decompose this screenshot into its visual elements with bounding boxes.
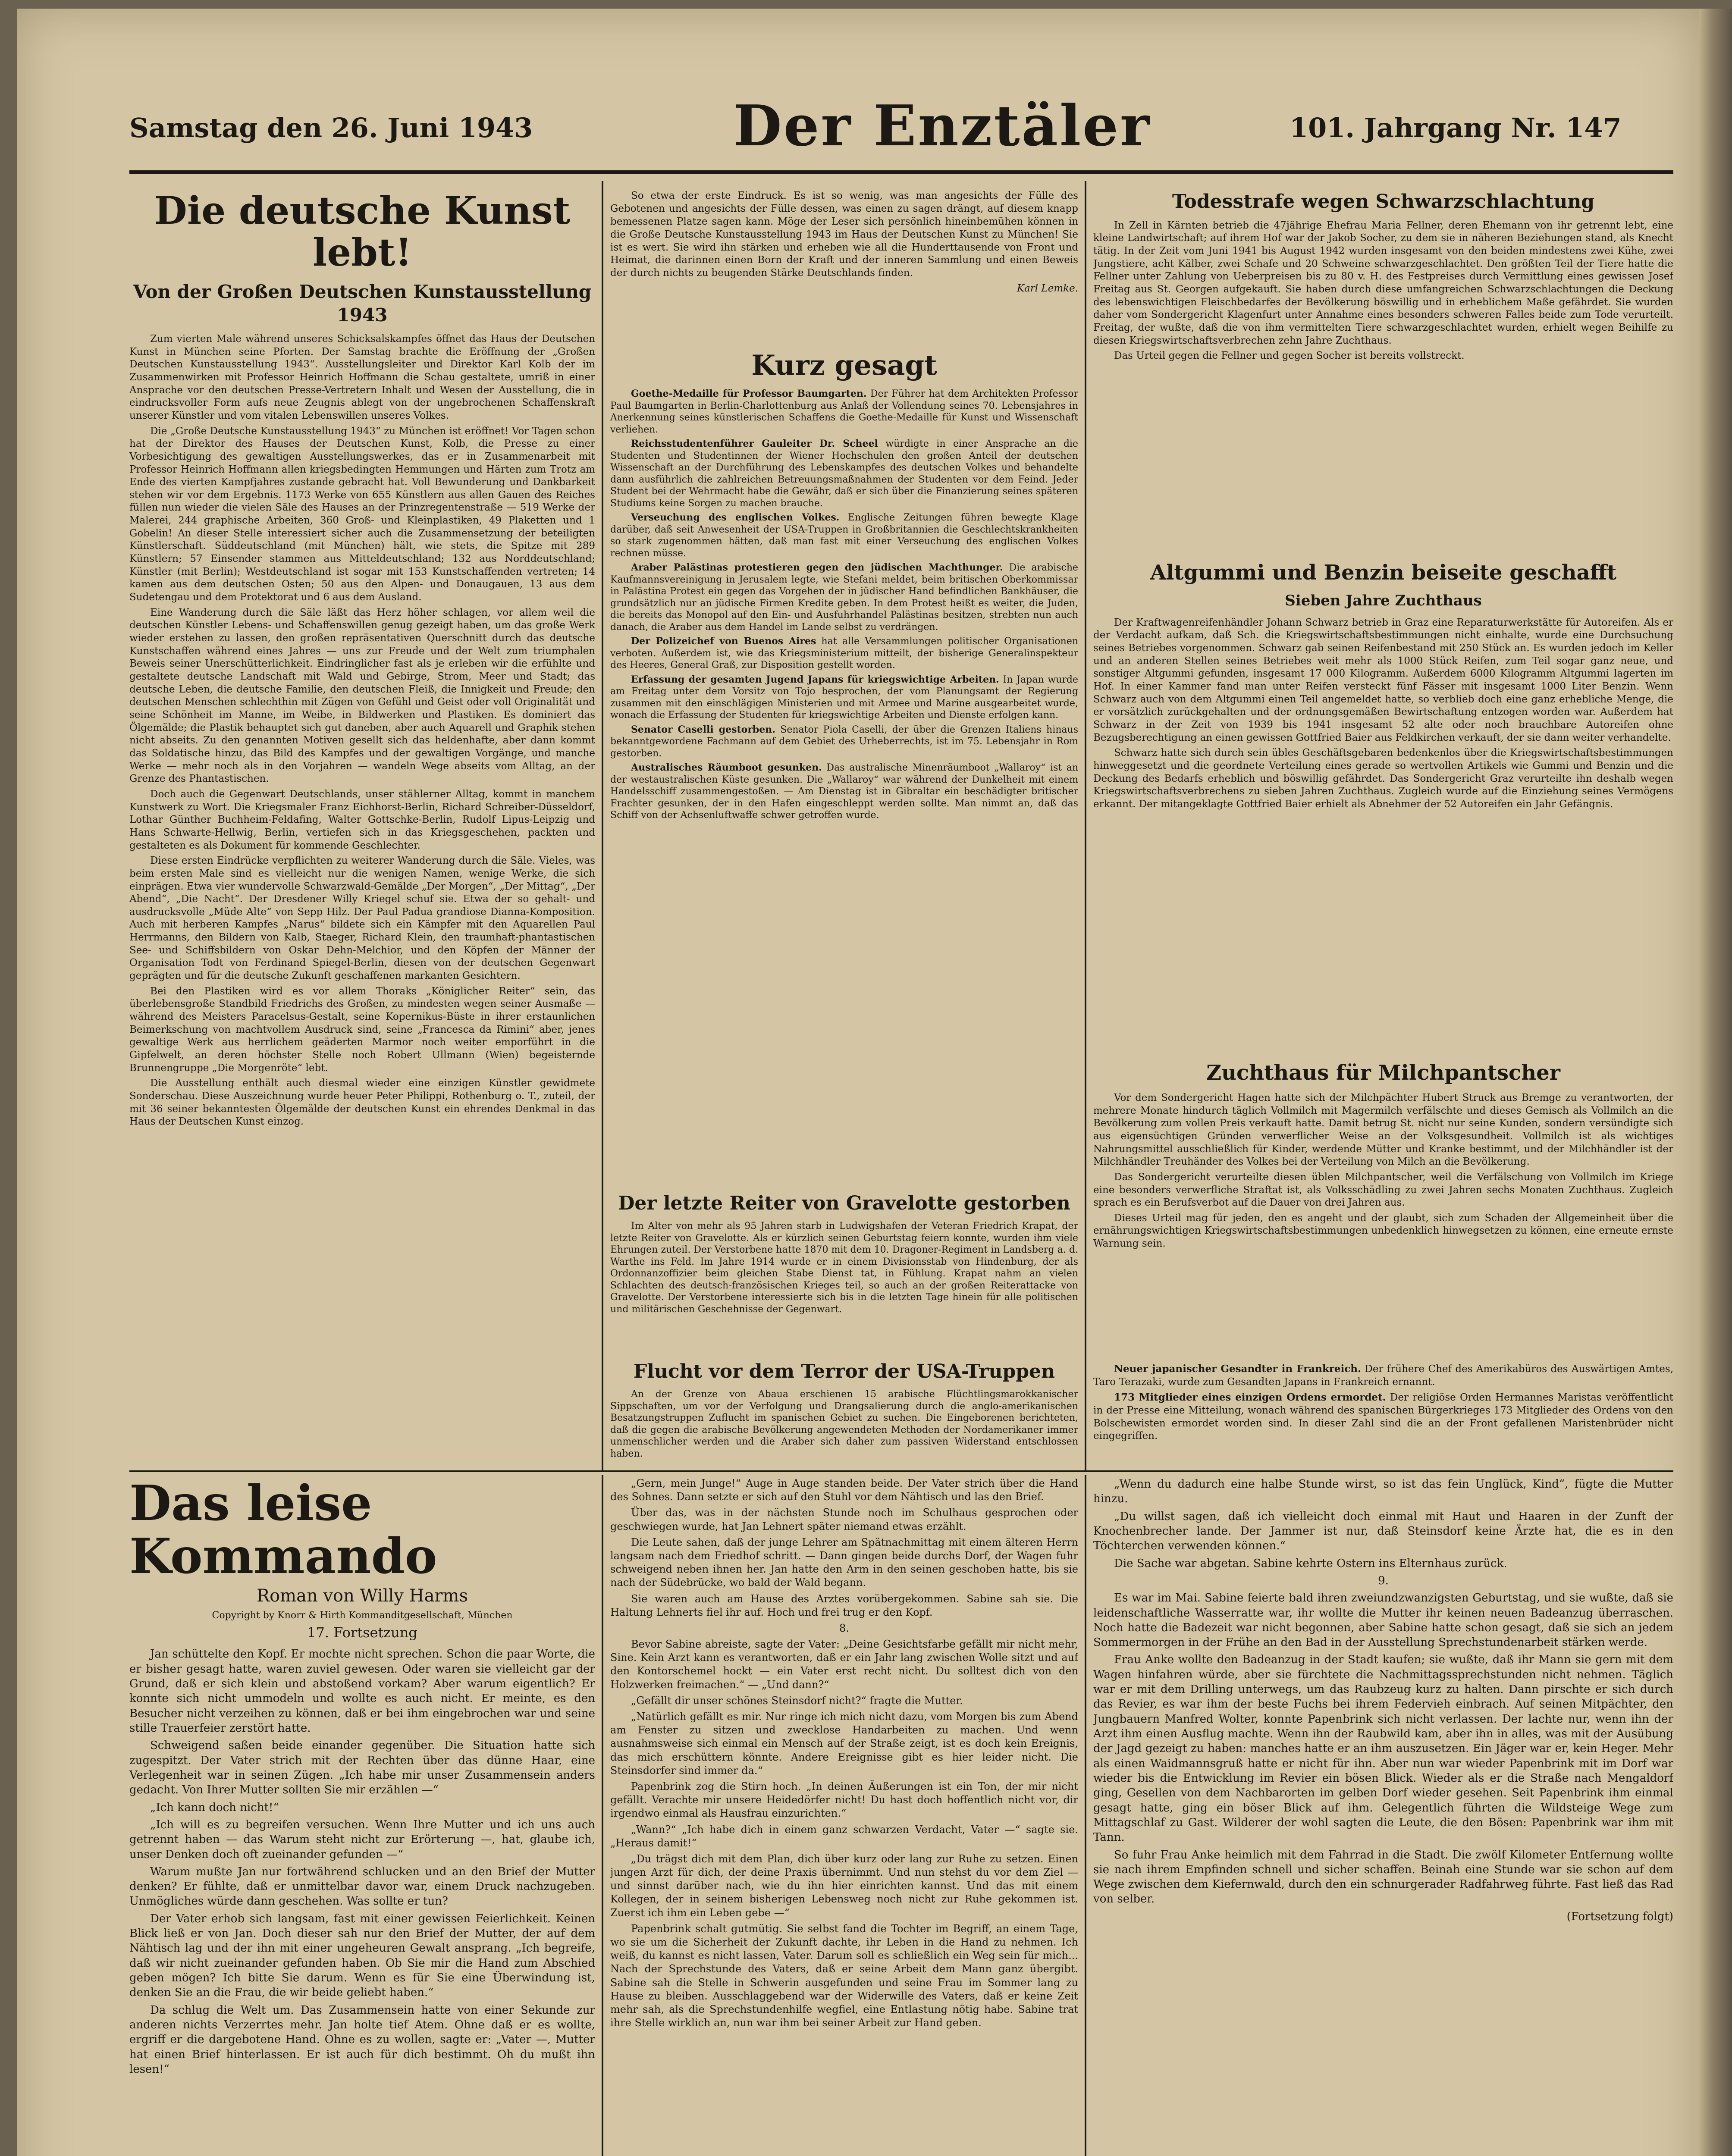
- news-item: [1093, 1391, 1673, 1443]
- subheading-kunst: Von der Großen Deutschen Kunstausstellung 1943: [133, 281, 592, 326]
- paragraph: Es war im Mai. Sabine feierte bald ihren zweiundzwanzigsten Geburtstag, und sie wußte, daß sie leidenschaftliche Wasserratte war, ihr wollte die Mutter ihr keinen neuen Badeanzug überraschen. Noch hatte die Badezeit war nicht begonnen, aber Sabine hatte schon gesagt, daß sie sich an jedem Sommermorgen in der Frühe an den Bad in der Ausstellung Sprechstundenarbeit stärken werde.: [1093, 1592, 1673, 1649]
- article-altgummi: [1093, 552, 1673, 1048]
- paragraph: Bevor Sabine abreiste, sagte der Vater: „Deine Gesichtsfarbe gefällt mir nicht mehr, Sine. Kein Arzt kann es verantworten, daß er ein Jahr lang zwischen Wolle sitzt und auf den Kontorschemel hockt — ein Vater erst recht nicht. Du solltest dich von den Holzwerken freimachen.“ — „Und dann?“: [610, 1638, 1078, 1691]
- article-todesstrafe: [1093, 190, 1673, 548]
- roman-separator-rule: [129, 1470, 1673, 1472]
- issue-number: 101. Jahrgang Nr. 147: [1290, 112, 1622, 144]
- article-kunst: [129, 190, 595, 1466]
- headline-kurz-gesagt: Kurz gesagt: [751, 349, 937, 382]
- news-item-lead: Neuer japanischer Gesandter in Frankreich.: [1114, 1363, 1362, 1375]
- news-item: [610, 724, 1078, 760]
- news-item-text: Der religiöse Orden Hermannes Maristas veröffentlicht in der Presse eine Mitteilung, wonach während des spanischen Bürgerkrieges 173 Mitglieder des Ordens von den Bolschewisten ermordet worden sind. In dieser Zahl sind die an der Front gefallenen Maristenbrüder nicht eingegriffen.: [1093, 1392, 1673, 1442]
- roman-column-rule-1: [602, 1475, 603, 2156]
- news-item-lead: Verseuchung des englischen Volkes.: [631, 512, 840, 523]
- news-item-lead: Erfassung der gesamten Jugend Japans für kriegswichtige Arbeiten.: [631, 674, 999, 685]
- serial-copyright: Copyright by Knorr & Hirth Kommanditgesellschaft, München: [212, 1610, 513, 1621]
- paragraph: Frau Anke wollte den Badeanzug in der Stadt kaufen; sie wußte, daß ihr Mann sie gern mit dem Wagen hinfahren würde, aber sie fürchtete die Nachmittagssprechstunden nicht nehmen. Täglich war er mit dem Drilling unterwegs, um das Raubzeug kurz zu halten. Dann pirschte er sich durch das Revier, es war ihm der beste Fuchs bei ihrem Federvieh einbrach. Auf seinen Mitpächter, den Jungbauern Manfred Wolter, konnte Papenbrink sich nicht verlassen. Der lachte nur, wenn ihn der Arzt ihm einen Ausflug machte. Wenn ihn der Raubwild kam, aber ihn in alles, was mit der Ausübung der Jagd gezeigt zu haben: manches hatte er an ihm auszusetzen. Ein Jäger war er, kein Heger. Mehr als einen Waidmannsgruß hatte er nicht für ihn. Aber nun war wieder Papenbrink mit im Dorf war wieder bis die Entwicklung im Revier ein bösen Blick. Wieder als er die Straße nach Mengaldorf ging, Gesellen von dem Nachbarorten im gelben Dorf wieder gesehen. Seit Papenbrink ihm einmal gesagt hatte, ging ein böser Blick auf ihm. Gelegentlich führten die Wildsteige Wege zum Mittagschlaf zu Gast. Wilderer der wohl sagten die Leute, die den Bösen: Papenbrink war ihm mit Tann.: [1093, 1653, 1673, 1844]
- masthead-rule: [129, 170, 1673, 174]
- news-item-text: Der Führer hat dem Architekten Professor Paul Baumgarten in Berlin-Charlottenburg aus Anlaß der Vollendung seines 70. Lebensjahres in Anerkennung seines künstlerischen Schaffens die Goethe-Medaille für Kunst und Wissenschaft verliehen.: [610, 389, 1078, 435]
- paragraph: „Du trägst dich mit dem Plan, dich über kurz oder lang zur Ruhe zu setzen. Einen jungen Arzt für dich, der deine Praxis übernimmt. Und nun stehst du vor dem Ziel — und sinnst darüber nach, wie du ihn hier einrichten kannst. Und das mit einem Kollegen, der in seinem bisherigen Lebensweg noch nicht zur Ruhe gekommen ist. Zuerst ich ihm ein Leben gebe —“: [610, 1852, 1078, 1919]
- paragraph: Die „Große Deutsche Kunstausstellung 1943“ zu München ist eröffnet! Vor Tagen schon hat der Direktor des Hauses der Deutschen Kunst, Kolb, die Presse zu einer Vorbesichtigung des gewaltigen Ausstellungswerkes, das er in Zusammenarbeit mit Professor Heinrich Hoffmann allen kriegsbedingten Hemmungen und Härten zum Trotz am Ende des vierten Kampfjahres zustande gebracht hat. Voll Bewunderung und Dankbarkeit stehen wir vor dem Ergebnis. 1173 Werke von 655 Künstlern aus allen Gauen des Reiches füllen nun wieder die vielen Säle des Hauses an der Prinzregentenstraße — 519 Werke der Malerei, 244 graphische Arbeiten, 360 Groß- und Kleinplastiken, 49 Plaketten und 1 Gobelin! An dieser Stelle interessiert sicher auch die Zusammensetzung der beteiligten Künstlerschaft. Süddeutschland (mit München) hält, wie stets, die Spitze mit 289 Künstlern; 57 Einsender stammen aus Mitteldeutschland; 132 aus Norddeutschland; Künstler (mit Berlin); Westdeutschland ist sogar mit 153 Kunstschaffenden vertreten; 14 kamen aus dem deutschen Osten; 50 aus den Alpen- und Donaugauen, 13 aus dem Sudetengau und dem Protektorat und 6 aus dem Ausland.: [129, 425, 595, 603]
- paragraph: Vor dem Sondergericht Hagen hatte sich der Milchpächter Hubert Struck aus Bremge zu verantworten, der mehrere Monate hindurch täglich Vollmilch mit Magermilch verfälschte und dieses Gemisch als Vollmilch an die Bevölkerung zum vollen Preis verkauft hatte. Damit betrug St. nicht nur seine Kunden, sondern versündigte sich aus eigensüchtigen Gründen verwerflicher Weise an der Volksgesundheit. Vollmilch ist als wichtiges Nahrungsmittel ausschließlich für Kinder, werdende Mütter und Kranke bestimmt, und der Milchhändler ist der Milchhändler Treuhänder des Volkes bei der Verteilung von Milch an die Bevölkerung.: [1093, 1092, 1673, 1168]
- paragraph: Der Vater erhob sich langsam, fast mit einer gewissen Feierlichkeit. Keinen Blick ließ er von Jan. Doch dieser sah nur den Brief der Mutter, der auf dem Nähtisch lag und der ihn mit einer ungeheuren Gewalt ansprang. „Ich begreife, daß wir nicht zueinander gefunden haben. Ob Sie mir die Hand zum Abschied geben mögen? Ich bitte Sie darum. Wenn es für Sie eine Überwindung ist, denken Sie an die Frau, die wir beide geliebt haben.“: [129, 1912, 595, 1999]
- paragraph: „Wenn du dadurch eine halbe Stunde wirst, so ist das fein Unglück, Kind“, fügte die Mutter hinzu.: [1093, 1478, 1673, 1506]
- paragraph: „Gefällt dir unser schönes Steinsdorf nicht?“ fragte die Mutter.: [631, 1694, 963, 1707]
- news-item-lead: Araber Palästinas protestieren gegen den jüdischen Machthunger.: [631, 562, 1003, 573]
- column-rule-1: [602, 181, 603, 1470]
- paragraph: Das Sondergericht verurteilte diesen üblen Milchpantscher, weil die Verfälschung von Vollmilch im Kriege eine besonders verwerfliche Straftat ist, als Volksschädling zu zwei Jahren sechs Monaten Zuchthaus. Zugleich sprach es ein Berufsverbot auf die Dauer von drei Jahren aus.: [1093, 1171, 1673, 1209]
- paragraph: Papenbrink schalt gutmütig. Sie selbst fand die Tochter im Begriff, an einem Tage, wo sie um die Sicherheit der Zukunft dachte, ihr Leben in die Hand zu nehmen. Ich weiß, du kannst es nicht lassen, Vater. Darum soll es schließlich ein Weg sein für mich... Nach der Sprechstunde des Vaters, daß er seine Arbeit dem Mann ganz übergibt. Sabine sah die Stelle in Schwerin ausgefunden und seine Frau im Sommer lang zu Hause zu bleiben. Ausschlaggebend war der Widerwille des Vaters, daß er keine Zeit mehr sah, als die Sprechstundenhilfe wegfiel, eine Entlastung nötig habe. Sabine trat ihre Stelle wirklich an, nun war ihm bei seiner Arbeit zur Hand geben.: [610, 1922, 1078, 2029]
- paragraph: Über das, was in der nächsten Stunde noch im Schulhaus gesprochen oder geschwiegen wurde, hat Jan Lehnert später niemand etwas erzählt.: [610, 1507, 1078, 1532]
- news-item: [1093, 1363, 1673, 1388]
- paragraph: Die Sache war abgetan. Sabine kehrte Ostern ins Elternhaus zurück.: [1114, 1557, 1507, 1570]
- paragraph: Die Ausstellung enthält auch diesmal wieder eine einzigen Künstler gewidmete Sonderschau. Diese Auszeichnung wurde heuer Peter Philippi, Rothenburg o. T., zuteil, der mit 36 seiner bekanntesten Ölgemälde der deutschen Kunst ein ehrendes Denkmal in das Haus der Deutschen Kunst einzog.: [129, 1078, 595, 1128]
- news-item: [610, 674, 1078, 721]
- paragraph: Jan schüttelte den Kopf. Er mochte nicht sprechen. Schon die paar Worte, die er bisher gesagt hatte, waren zuviel gewesen. Oder waren sie vielleicht gar der Grund, daß er sich klein und abstoßend vorkam? Aber warum eigentlich? Er konnte sich nicht ummodeln und wollte es auch nicht. Er meinte, es den Besucher nicht verzeihen zu können, daß er bei ihm eingebrochen war und seine stille Trauerfeier zerstört hatte.: [129, 1648, 595, 1735]
- paragraph: Schweigend saßen beide einander gegenüber. Die Situation hatte sich zugespitzt. Der Vater strich mit der Rechten über das dünne Haar, eine Verlegenheit war in seinen Zügen. „Ich habe mir unser Zusammensein anders gedacht. Von Ihrer Mutter sollten Sie mir erzählen —“: [129, 1739, 595, 1797]
- paragraph: In Zell in Kärnten betrieb die 47jährige Ehefrau Maria Fellner, deren Ehemann von ihr getrennt lebt, eine kleine Landwirtschaft; auf ihrem Hof war der Jakob Socher, zu dem sie in näheren Beziehungen stand, als Knecht tätig. In der Zeit vom Juni 1941 bis August 1942 wurden insgesamt von den beiden mindestens zwei Kühe, zwei Jungstiere, acht Kälber, zwei Schafe und 20 Schweine schwarzgeschlachtet. Den größten Teil der Tiere hatte die Fellner unter Zahlung von Ueberpreisen bis zu 80 v. H. des Festpreises durch Vermittlung eines gewissen Josef Freitag aus St. Georgen aufgekauft. Sie haben durch diese umfangreichen Schwarzschlachtungen die Deckung des lebenswichtigen Fleischbedarfes der Bevölkerung böswillig und in erheblichem Maße gefährdet. Sie wurden daher vom Sondergericht Klagenfurt unter Annahme eines besonders schweren Falles beide zum Tode verurteilt. Freitag, der wußte, daß die von ihm vermittelten Tiere schwarzgeschlachtet wurden, erhielt wegen Beihilfe zu diesen Kriegswirtschaftsverbrechen zehn Jahre Zuchthaus.: [1093, 219, 1673, 346]
- paragraph: Das Urteil gegen die Fellner und gegen Socher ist bereits vollstreckt.: [1114, 350, 1465, 362]
- news-item: [610, 636, 1078, 671]
- paragraph: An der Grenze von Abaua erschienen 15 arabische Flüchtlingsmarokkanischer Sippschaften, um vor der Verfolgung und Drangsalierung durch die anglo-amerikanischen Besatzungstruppen Zuflucht im spanischen Gebiet zu suchen. Die Eingeborenen berichteten, daß die gegen die arabische Bevölkerung angewendeten Methoden der Nordamerikaner immer unmenschlicher werden und die Araber sich daher zum passiven Widerstand entschlossen haben.: [610, 1389, 1078, 1459]
- news-item-lead: Senator Caselli gestorben.: [631, 724, 775, 735]
- serial-novel-col-1: [129, 1477, 595, 2156]
- headline-zuchthaus: Zuchthaus für Milchpantscher: [1206, 1061, 1560, 1085]
- paragraph: „Ich will es zu begreifen versuchen. Wenn Ihre Mutter und ich uns auch getrennt haben — das Warum steht nicht zur Erörterung —, hat, glaube ich, unser Denken doch oft zueinander gefunden —“: [129, 1818, 595, 1861]
- paragraph: Sie waren auch am Hause des Arztes vorübergekommen. Sabine sah sie. Die Haltung Lehnerts fiel ihr auf. Hoch und frei trug er den Kopf.: [610, 1592, 1078, 1618]
- headline-terror: Flucht vor dem Terror der USA-Truppen: [633, 1360, 1055, 1382]
- news-item-text: In Japan wurde am Freitag unter dem Vorsitz von Tojo besprochen, der vom Planungsamt der Regierung zusammen mit den einschlägigen Ministerien und mit Armee und Marine ausgearbeitet wurde, wonach die Erfassung der Studenten für kriegswichtige Arbeiten und Dienste erfolgen kann.: [610, 674, 1078, 721]
- serial-title: Das leise Kommando: [129, 1477, 437, 1585]
- section-number: 9.: [1378, 1574, 1389, 1587]
- short-notes: [1093, 1363, 1673, 1468]
- news-item-text: Das australische Minenräumboot „Wallaroy“ ist an der westaustralischen Küste gesunken. Die „Wallaroy“ war während der Dunkelheit mit einem Handelsschiff zusammengestoßen. — Am Dienstag ist in Gibraltar ein beschädigter britischer Frachter gesunken, der in den Hafen eingeschleppt werden sollte. Man nimmt an, daß das Schiff von der Achsenluftwaffe schwer getroffen wurde.: [610, 762, 1078, 821]
- serial-novel-col-2: [610, 1477, 1078, 2156]
- issue-date: Samstag den 26. Juni 1943: [129, 112, 533, 144]
- paragraph: Warum mußte Jan nur fortwährend schlucken und an den Brief der Mutter denken? Er fühlte, daß er unmittelbar davor war, einem Druck nachzugeben. Unmögliches würde dann geschehen. Was sollte er tun?: [129, 1865, 595, 1908]
- newspaper-title: Der Enztäler: [733, 93, 1152, 159]
- roman-column-rule-2: [1085, 1475, 1086, 2156]
- paragraph: Bei den Plastiken wird es vor allem Thoraks „Königlicher Reiter“ sein, das überlebensgroße Standbild Friedrichs des Großen, zu mindesten wegen seiner Ausmaße — während des Meisters Paracelsus-Gestalt, seine Kopernikus-Büste in ihrer erstaunlichen Beimerkschung von machtvollem Ausdruck sind, seine „Francesca da Rimini“ aber, jenes gewaltige Werk aus herrlichem geäderten Marmor noch weiter emporführt in die Gipfelwelt, an deren höchster Stelle noch Robert Ullmann (Wien) begeisternde Brunnengruppe „Die Morgenröte“ lebt.: [129, 985, 595, 1074]
- news-item-lead: Reichsstudentenführer Gauleiter Dr. Scheel: [631, 438, 878, 449]
- news-item: [610, 562, 1078, 633]
- article-kurz-gesagt: [610, 341, 1078, 1181]
- book-binding-edge: [1699, 9, 1732, 2156]
- serial-byline: Roman von Willy Harms: [256, 1586, 468, 1606]
- paragraph: Im Alter von mehr als 95 Jahren starb in Ludwigshafen der Veteran Friedrich Krapat, der letzte Reiter von Gravelotte. Als er kürzlich seinen Geburtstag feiern konnte, wurden ihm viele Ehrungen zuteil. Der Verstorbene hatte 1870 mit dem 10. Dragoner-Regiment in Landsberg a. d. Warthe ins Feld. Im Jahre 1914 wurde er in einem Divisionsstab von Hindenburg, der als Ordonnanzoffizier beim gleichen Stabe Dienst tat, in Fühlung. Krapat nahm an vielen Schlachten des deutsch-französischen Krieges teil, so auch an der großen Reiterattacke von Gravelotte. Der Verstorbene interessierte sich bis in die letzten Tage hinein für alle politischen und militärischen Geschehnisse der Gegenwart.: [610, 1221, 1078, 1315]
- news-item-lead: 173 Mitglieder eines einzigen Ordens ermordet.: [1114, 1391, 1386, 1404]
- headline-kunst: Die deutsche Kunst lebt!: [154, 190, 571, 275]
- column-rule-2: [1085, 181, 1086, 1470]
- headline-altgummi: Altgummi und Benzin beiseite geschafft: [1150, 561, 1617, 585]
- serial-novel-col-3: [1093, 1477, 1673, 2156]
- serial-chapter: 17. Fortsetzung: [307, 1624, 417, 1641]
- paragraph: Doch auch die Gegenwart Deutschlands, unser stählerner Alltag, kommt in manchem Kunstwerk zu Wort. Die Kriegsmaler Franz Eichhorst-Berlin, Richard Schreiber-Düsseldorf, Lothar Günther Buchheim-Feldafing, Walter Gottschke-Berlin, Rudolf Lipus-Leipzig und Hans Schwarte-Hellwig, Berlin, vertiefen sich in das Kriegsgeschehen, packten und gestalteten es als Dokument für kommende Geschlechter.: [129, 788, 595, 851]
- news-item: [610, 438, 1078, 509]
- paragraph: Eine Wanderung durch die Säle läßt das Herz höher schlagen, vor allem weil die deutschen Künstler Lebens- und Schaffenswillen genug gezeigt haben, um das große Werk wieder erstehen zu lassen, den großen repräsentativen Querschnitt durch das deutsche Kunstschaffen während eines Jahres — uns zur Freude und der Welt zum triumphalen Beweis seiner Unerschütterlichkeit. Eindringlicher fast als je erleben wir die erfühlte und gestaltete deutsche Landschaft mit Wald und Gebirge, Strom, Meer und Stadt; das deutsche Leben, die deutsche Familie, den deutschen Fleiß, die Innigkeit und Freude; den deutschen Menschen schlechthin mit Zügen von Gefühl und Geist oder voll Originalität und seine Schönheit im Manne, im Weibe, in Bildwerken und Plastiken. Es dominiert das Ölgemälde; die Plastik behauptet sich gut daneben, aber auch Aquarell und Graphik stehen nicht abseits. Zu den genannten Motiven gesellt sich das heldenhafte, aber dann kommt das Soldatische hinzu, das Bild des Kampfes und der gewaltigen Vorgänge, und manche Werke — mehr noch als in den Vorjahren — wandeln Wege abseits vom Alltag, an der Grenze des Phantastischen.: [129, 607, 595, 785]
- article-kunst-continued: [610, 190, 1078, 332]
- author: Karl Lemke.: [1017, 283, 1078, 295]
- paragraph: Die Leute sahen, daß der junge Lehrer am Spätnachmittag mit einem älteren Herrn langsam nach dem Friedhof schritt. — Dann gingen beide durchs Dorf, der Wagen fuhr schweigend neben ihnen her. Jan hatte den Arm in den seinen geschoben hatte, bis sie nach der Südebrücke, wo bald der Wald begann.: [610, 1536, 1078, 1589]
- to-be-continued: (Fortsetzung folgt): [1566, 1910, 1673, 1923]
- paragraph: Da schlug die Welt um. Das Zusammensein hatte von einer Sekunde zur anderen nichts Verzerrtes mehr. Jan holte tief Atem. Ohne daß er es wollte, ergriff er die dargebotene Hand. Ohne es zu wollen, sagte er: „Vater —, Mutter hat einen Brief hinterlassen. Er ist auch für dich bestimmt. Oh du mußt ihn lesen!“: [129, 2003, 595, 2076]
- paragraph: „Gern, mein Junge!“ Auge in Auge standen beide. Der Vater strich über die Hand des Sohnes. Dann setzte er sich auf den Stuhl vor dem Nähtisch und las den Brief.: [610, 1477, 1078, 1503]
- paragraph: „Du willst sagen, daß ich vielleicht doch einmal mit Haut und Haaren in der Zunft der Knochenbrecher lande. Der Jammer ist nur, daß Steinsdorf keine Ärzte hat, die es in den Töchterchen verwenden können.“: [1093, 1510, 1673, 1553]
- article-zuchthaus: [1093, 1052, 1673, 1358]
- paragraph: So fuhr Frau Anke heimlich mit dem Fahrrad in die Stadt. Die zwölf Kilometer Entfernung wollte sie nach ihrem Empfinden schnell und sicher schaffen. Beinah eine Stunde war sie schon auf dem Wege zwischen dem Kiefernwald, durch den ein schnurgerader Radfahrweg führte. Fast ließ das Rad von selber.: [1093, 1848, 1673, 1906]
- paragraph: Schwarz hatte sich durch sein übles Geschäftsgebaren bedenkenlos über die Kriegswirtschaftsbestimmungen hinweggesetzt und die geordnete Verteilung eines gerade so wertvollen Artikels wie Gummi und Benzin und die Deckung des Bedarfs erheblich und böswillig gefährdet. Das Sondergericht Graz verurteilte ihn deshalb wegen Kriegswirtschaftsverbrechens zu sieben Jahren Zuchthaus. Zugleich wurde auf die Einziehung seines Vermögens erkannt. Der mitangeklagte Gottfried Baier erhielt als Abnehmer der 52 Autoreifen ein Jahr Gefängnis.: [1093, 747, 1673, 810]
- article-terror: [610, 1352, 1078, 1468]
- paragraph: Diese ersten Eindrücke verpflichten zu weiterer Wanderung durch die Säle. Vieles, was beim ersten Male sind es vielleicht nur die wenigen Namen, wenige Werke, die sich einprägen. Etwa vier wundervolle Schwarzwald-Gemälde „Der Morgen“, „Der Mittag“, „Der Abend“, „Die Nacht“. Der Dresdener Willy Kriegel schuf sie. Etwa der so gehalt- und ausdrucksvolle „Müde Alte“ von Sepp Hilz. Der Paul Padua grandiose Dianna-Komposition. Auch mit herberen Kampfes „Narus“ bildete sich ein Kämpfer mit den Aquarellen Paul Herrmanns, den Bildern von Kalb, Staeger, Richard Klein, den traumhaft-phantastischen See- und Schiffsbildern von Oskar Dehn-Melchior, und den Köpfen der Männer der Organisation Todt von Ferdinand Spiegel-Berlin, diesen von der deutschen Gegenwart geprägten und für die deutsche Zukunft geschaffenen markanten Gesichtern.: [129, 855, 595, 982]
- news-item: [610, 388, 1078, 436]
- paragraph: „Natürlich gefällt es mir. Nur ringe ich mich nicht dazu, vom Morgen bis zum Abend am Fenster zu sitzen und zwecklose Handarbeiten zu machen. Und wenn ausnahmsweise sich einmal ein Mensch auf der Straße zeigt, ist es doch kein Ereignis, das mich erschüttern könnte. Andere Ereignisse gibt es hier leider nicht. Die Steinsdorfer sind immer da.“: [610, 1711, 1078, 1777]
- paragraph: So etwa der erste Eindruck. Es ist so wenig, was man angesichts der Fülle des Gebotenen und angesichts der Fülle dessen, was einen zu sagen drängt, auf diesem knapp bemessenen Platze sagen kann. Möge der Leser sich persönlich hineinbemühen können in die Große Deutsche Kunstausstellung 1943 im Haus der Deutschen Kunst zu München! Sie ist es wert. Sie wird ihn stärken und erheben wie all die Hunderttausende von Front und Heimat, die darinnen einen Born der Kraft und der inneren Sammlung und einen Beweis der durch nichts zu beugenden Stärke Deutschlands finden.: [610, 190, 1078, 279]
- news-item: [610, 762, 1078, 821]
- paragraph: Zum vierten Male während unseres Schicksalskampfes öffnet das Haus der Deutschen Kunst in München seine Pforten. Der Samstag brachte die Eröffnung der „Großen Deutschen Kunstausstellung 1943“. Ausstellungsleiter und Direktor Karl Kolb der im Zusammenwirken mit Professor Heinrich Hoffmann die Schau gestaltete, umriß in einer Ansprache vor den deutschen Presse-Vertretern Inhalt und Wesen der Ausstellung, die in eindrucksvoller Form aufs neue Zeugnis ablegt von der ungebrochenen Schaffenskraft unserer Künstler und vom vitalen Lebenswillen unseres Volkes.: [129, 333, 595, 421]
- news-item-text: hat alle Versammlungen politischer Organisationen verboten. Außerdem ist, wie das Kriegsministerium mitteilt, der bisherige Generalinspekteur des Heeres, General Graß, zur Disposition gestellt worden.: [610, 636, 1078, 671]
- news-item-lead: Australisches Räumboot gesunken.: [631, 762, 822, 773]
- paragraph: „Wann?“ „Ich habe dich in einem ganz schwarzen Verdacht, Vater —“ sagte sie. „Heraus damit!“: [610, 1823, 1078, 1849]
- news-item-text: Englische Zeitungen führen bewegte Klage darüber, daß seit Anwesenheit der USA-Truppen in Großbritannien die Geschlechtskrankheiten so stark zugenommen hätten, daß man fast mit einer Verseuchung des englischen Volkes rechnen müsse.: [610, 512, 1078, 559]
- paragraph: Der Kraftwagenreifenhändler Johann Schwarz betrieb in Graz eine Reparaturwerkstätte für Autoreifen. Als er der Verdacht aufkam, daß Sch. die Kriegswirtschaftsbestimmungen nicht einhalte, wurde eine Durchsuchung seines Betriebes vorgenommen. Schwarz gab seinen Reifenbestand mit 250 Stück an. Es wurden jedoch im Keller und an anderen Stellen seines Betriebes weit mehr als 1000 Stück Reifen, zum Teil sogar ganz neue, und sonstiger Altgummi gefunden, insgesamt 17 000 Kilogramm. Außerdem 6000 Kilogramm Altgummi lagerten im Hof. In einer Kammer fand man unter Reifen versteckt fünf Fässer mit insgesamt 1000 Liter Benzin. Wenn Schwarz auch von dem Altgummi einen Teil angemeldet hatte, so verblieb doch eine ganz erhebliche Menge, die er vorsätzlich zurückgehalten und der ordnungsgemäßen Bewirtschaftung entzogen worden war. Außerdem hat Schwarz in der Zeit von 1939 bis 1941 insgesamt 52 alte oder noch brauchbare Autoreifen ohne Bezugsberechtigung an einen gewissen Gottfried Baier aus Feldkirchen verkauft, der sie dann weiter verhandelte.: [1093, 617, 1673, 743]
- headline-todesstrafe: Todesstrafe wegen Schwarzschlachtung: [1172, 191, 1595, 213]
- news-item-lead: Der Polizeichef von Buenos Aires: [631, 636, 816, 647]
- news-item-text: würdigte in einer Ansprache an die Studenten und Studentinnen der Wiener Hochschulen den großen Anteil der deutschen Wissenschaft an der Durchführung des Lebenskampfes des deutschen Volkes und behandelte dann ausführlich die zahlreichen Betreuungsmaßnahmen der Studenten vor dem Feind. Jeder Student bei der Wehrmacht habe die Gewähr, daß er sich über die Finanzierung seines späteren Studiums keine Sorgen zu machen brauche.: [610, 439, 1078, 509]
- paragraph: Dieses Urteil mag für jeden, den es angeht und der glaubt, sich zum Schaden der Allgemeinheit über die ernährungswichtigen Kriegswirtschaftsbestimmungen unbedenklich hinwegsetzen zu können, eine erneute ernste Warnung sein.: [1093, 1212, 1673, 1250]
- paragraph: Papenbrink zog die Stirn hoch. „In deinen Äußerungen ist ein Ton, der mir nicht gefällt. Verachte mir unsere Heidedörfer nicht! Du hast doch hoffentlich nicht vor, dir irgendwo einmal als Hausfrau einzurichten.“: [610, 1780, 1078, 1820]
- news-item-text: Die arabische Kaufmannsvereinigung in Jerusalem legte, wie Stefani meldet, beim britischen Oberkommissar in Palästina Protest ein gegen das Vorgehen der in jüdischer Hand befindlichen Bankhäuser, die grundsätzlich nur an jüdische Firmen Kredite geben. In dem Protest heißt es weiter, die Juden, die bereits das Monopol auf den Ein- und Ausfuhrhandel Palästinas besitzen, strebten nun auch danach, die Araber aus dem Handel im Lande selbst zu verdrängen.: [610, 562, 1078, 633]
- paragraph: „Ich kann doch nicht!“: [150, 1801, 279, 1814]
- section-number: 8.: [839, 1622, 849, 1634]
- headline-reiter: Der letzte Reiter von Gravelotte gestorben: [618, 1192, 1070, 1214]
- news-item-lead: Goethe-Medaille für Professor Baumgarten.: [631, 388, 867, 399]
- subheading-altgummi: Sieben Jahre Zuchthaus: [1285, 592, 1482, 609]
- news-item: [610, 512, 1078, 559]
- news-item-text: Senator Piola Caselli, der über die Grenzen Italiens hinaus bekanntgewordene Fachmann auf dem Gebiet des Urheberrechts, ist im 75. Lebensjahr in Rom gestorben.: [610, 724, 1078, 759]
- news-item-text: Der frühere Chef des Amerikabüros des Auswärtigen Amtes, Taro Terazaki, wurde zum Gesandten Japans in Frankreich ernannt.: [1093, 1363, 1673, 1388]
- article-reiter: [610, 1184, 1078, 1343]
